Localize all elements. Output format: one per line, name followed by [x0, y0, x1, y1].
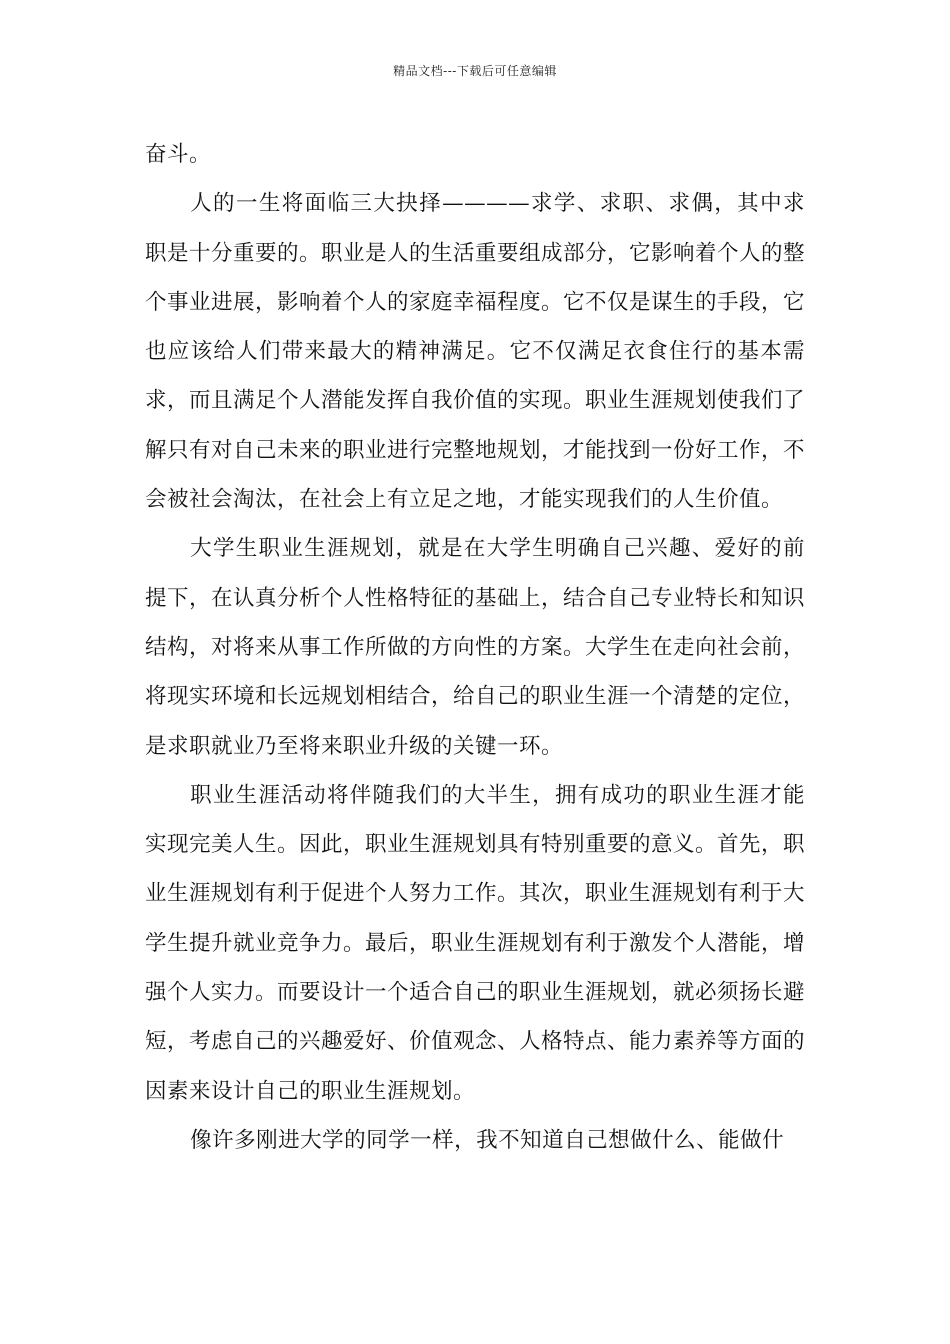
paragraph-4: 职业生涯活动将伴随我们的大半生，拥有成功的职业生涯才能实现完美人生。因此，职业生涯规划具有特别重要的意义。首先，职业生涯规划有利于促进个人努力工作。其次，职业生涯规划有利于大学生提升就业竞争力。最后，职业生涯规划有利于激发个人潜能，增强个人实力。而要设计一个适合自己的职业生涯规划，就必须扬长避短，考虑自己的兴趣爱好、价值观念、人格特点、能力素养等方面的因素来设计自己的职业生涯规划。 — [145, 782, 806, 1104]
page-header: 精品文档---下载后可任意编辑 — [393, 64, 557, 78]
paragraph-3: 大学生职业生涯规划，就是在大学生明确自己兴趣、爱好的前提下，在认真分析个人性格特征的基础上，结合自己专业特长和知识结构，对将来从事工作所做的方向性的方案。大学生在走向社会前，将现实环境和长远规划相结合，给自己的职业生涯一个清楚的定位，是求职就业乃至将来职业升级的关键一环。 — [145, 536, 806, 759]
document-body — [145, 130, 805, 1165]
paragraph-1: 奋斗。 — [145, 142, 212, 167]
paragraph-5: 像许多刚进大学的同学一样，我不知道自己想做什么、能做什 — [190, 1127, 785, 1153]
paragraph-2: 人的一生将面临三大抉择————求学、求职、求偶，其中求职是十分重要的。职业是人的生活重要组成部分，它影响着个人的整个事业进展，影响着个人的家庭幸福程度。它不仅是谋生的手段，它也应该给人们带来最大的精神满足。它不仅满足衣食住行的基本需求，而且满足个人潜能发挥自我价值的实现。职业生涯规划使我们了解只有对自己未来的职业进行完整地规划，才能找到一份好工作，不会被社会淘汰，在社会上有立足之地，才能实现我们的人生价值。 — [145, 191, 806, 513]
